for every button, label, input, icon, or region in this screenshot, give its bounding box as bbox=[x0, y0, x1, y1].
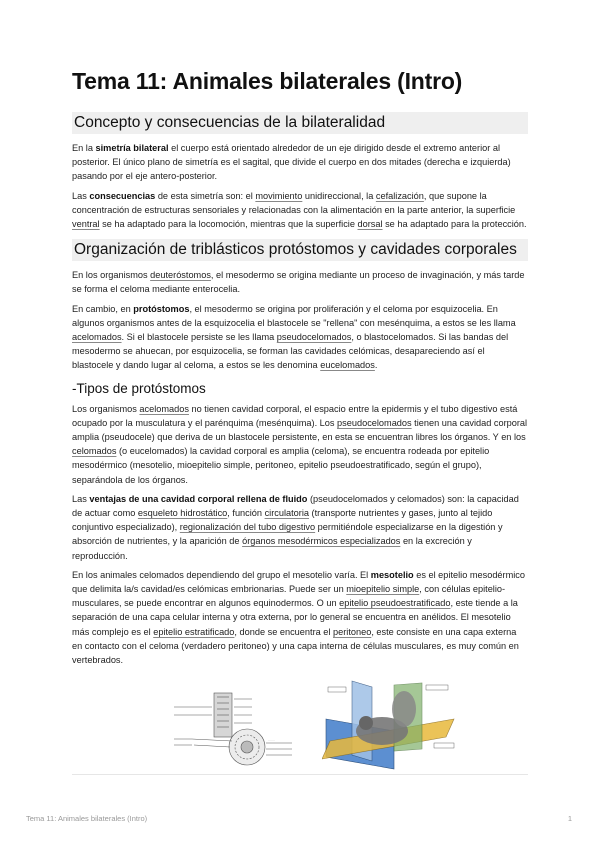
diagram-symmetry-planes-figure bbox=[322, 679, 462, 771]
svg-text:·······: ······· bbox=[268, 738, 275, 743]
term-ventajas: ventajas de una cavidad corporal rellena de fluido bbox=[89, 493, 308, 504]
footer-divider bbox=[72, 774, 528, 775]
page-title: Tema 11: Animales bilaterales (Intro) bbox=[72, 68, 463, 94]
diagram-cross-section-figure bbox=[172, 689, 302, 769]
term-esqueleto: esqueleto hidrostático bbox=[137, 508, 228, 519]
term-cefalizacion: cefalización bbox=[375, 190, 424, 201]
term-estratificado: epitelio estratificado bbox=[153, 626, 235, 637]
paragraph-protostomos: En cambio, en protóstomos, el mesodermo se origina por proliferación y el celoma por esquizocelia. En algunos organismos antes de la esquizocelia el blastocele se "rellena" con mesénquima, a estos se les llama acelomados. Si el blastocele persiste se les llama pseudocelomados, o blastocelomados. Si las bandas del mesodermo se ahuecan, por esquizocelia, se forman las cavidades celómicas, desapareciendo así el blastocele y dando lugar al celoma, a estos se les denomina eucelomados. bbox=[72, 303, 516, 371]
page-number: 1 bbox=[567, 814, 572, 823]
term-celomados: celomados bbox=[72, 446, 117, 457]
term-protostomos: protóstomos bbox=[133, 303, 190, 314]
term-peritoneo: peritoneo bbox=[333, 626, 372, 637]
term-acelomados-2: acelomados bbox=[139, 403, 189, 414]
footer-title: Tema 11: Animales bilaterales (Intro) bbox=[26, 814, 148, 823]
term-pseudocelomados-2: pseudocelomados bbox=[337, 417, 412, 428]
term-mioepitelio: mioepitelio simple bbox=[346, 584, 420, 595]
term-organos: órganos mesodérmicos especializados bbox=[242, 536, 401, 547]
term-pseudocelomados: pseudocelomados bbox=[276, 332, 352, 343]
term-deuterostomos: deuteróstomos bbox=[150, 270, 211, 281]
paragraph-consecuencias: Las consecuencias de esta simetría son: el movimiento unidireccional, la cefalización, que supone la concentración de estructuras sensoriales y relacionadas con la alimentación en la parte anterior, la superficie ventral se ha adaptado para la locomoción, mientras que la superficie dorsal se ha adaptado para la protección. bbox=[72, 190, 527, 230]
term-circulatoria: circulatoria bbox=[264, 508, 309, 519]
subheading-tipos: -Tipos de protóstomos bbox=[72, 380, 206, 396]
figures-row bbox=[72, 689, 528, 771]
term-eucelomados: eucelomados bbox=[320, 360, 375, 371]
paragraph-mesotelio: En los animales celomados dependiendo del grupo el mesotelio varía. El mesotelio es el epitelio mesodérmico que delimita la/s cavidad/es celómicas embrionarias. Puede ser un mioepitelio simple, con células epitelio-musculares, se puede encontrar en algunos equinodermos. O un epitelio pseudoestratificado, este tiende a la separación de una capa celular interna y otra externa, por lo general se encuentra en anélidos. El mesotelio más complejo es el epitelio estratificado, donde se encuentra el peritoneo, este consiste en una capa externa en contacto con el celoma (verdadero peritoneo) y una capa interna de células musculares, es muy común en vertebrados. bbox=[72, 569, 525, 666]
term-movimiento: movimiento bbox=[255, 190, 303, 201]
document-page bbox=[72, 68, 528, 771]
term-dorsal: dorsal bbox=[357, 219, 383, 230]
section-heading-protostomos: Organización de triblásticos protóstomos y cavidades corporales bbox=[72, 239, 528, 261]
term-regionalizacion: regionalización del tubo digestivo bbox=[179, 522, 316, 533]
term-consecuencias: consecuencias bbox=[89, 190, 156, 201]
term-mesotelio: mesotelio bbox=[370, 569, 414, 580]
term-ventral: ventral bbox=[72, 219, 100, 230]
paragraph-simetria: En la simetría bilateral el cuerpo está orientado alrededor de un eje dirigido desde el extremo anterior al posterior. El único plano de simetría es el sagital, que divide el cuerpo en dos mitades (derecha e izquierda) pasando por el eje antero-posterior. bbox=[72, 143, 511, 182]
term-simetria-bilateral: simetría bilateral bbox=[95, 143, 169, 153]
term-pseudoestratificado: epitelio pseudoestratificado bbox=[339, 598, 451, 609]
term-acelomados: acelomados bbox=[72, 332, 122, 343]
paragraph-tipos: Los organismos acelomados no tienen cavidad corporal, el espacio entre la epidermis y el tubo digestivo está ocupado por la musculatura y el parénquima (mesénquima). Los pseudocelomados tienen una cavidad corporal amplia (pseudocele) que deriva de un blastocele persistente, en esta se encuentran libres los órganos. Y en los celomados (o eucelomados) la cavidad corporal es amplia (celoma), se encuentra rodeada por epitelio mesodérmico (mesotelio, mioepitelio simple, peritoneo, epitelio pseudoestratificado, según el grupo), separándola de los órganos. bbox=[72, 403, 528, 485]
section-heading-bilateralidad: Concepto y consecuencias de la bilateralidad bbox=[72, 112, 528, 134]
paragraph-ventajas: Las ventajas de una cavidad corporal rellena de fluido (pseudocelomados y celomados) son: la capacidad de actuar como esqueleto hidrostático, función circulatoria (transporte nutrientes y gases, junto al tejido conjuntivo especializado), regionalización del tubo digestivo permitiéndole especializarse en la digestión y absorción de nutrientes, y la aparición de órganos mesodérmicos especializados en la excreción y reproducción. bbox=[72, 493, 519, 561]
paragraph-deuterostomos: En los organismos deuteróstomos, el mesodermo se origina mediante un proceso de invaginación, y más tarde se forma el celoma mediante enterocelia. bbox=[72, 270, 525, 295]
